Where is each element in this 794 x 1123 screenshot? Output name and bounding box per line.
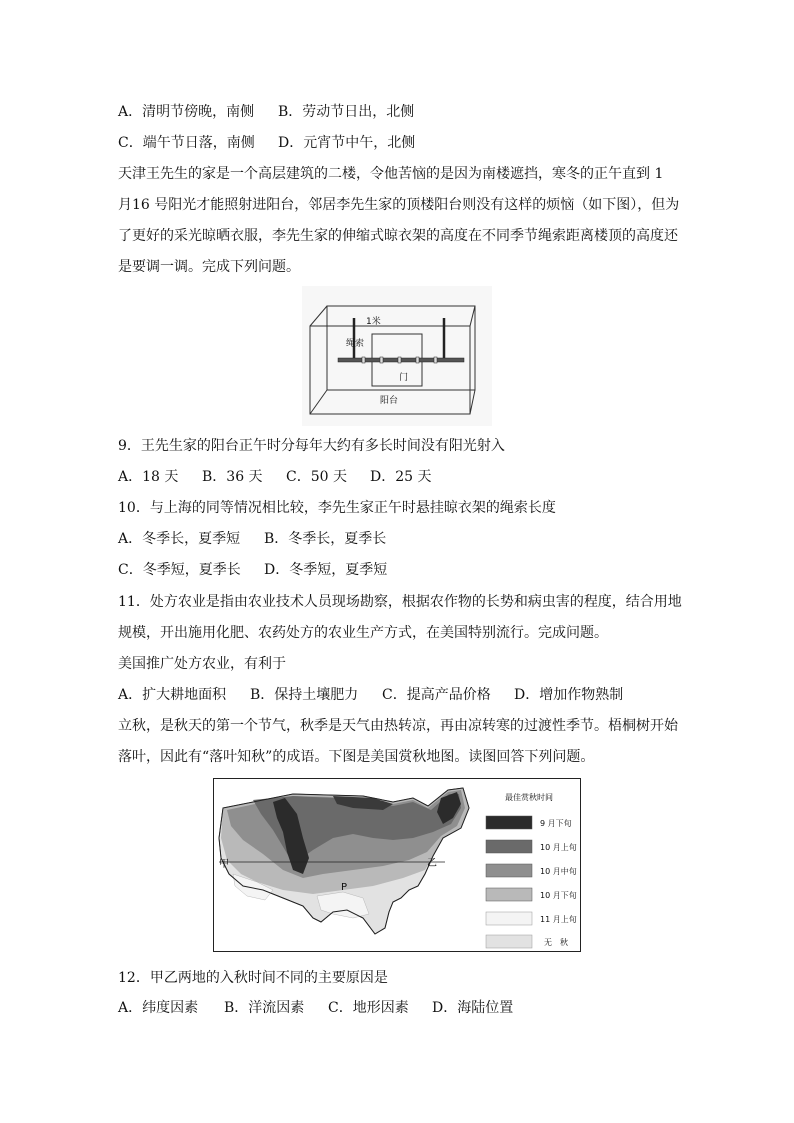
passage2-line1: 立秋，是秋天的第一个节气，秋季是天气由热转凉，再由凉转寒的过渡性季节。梧桐树开始: [118, 718, 678, 734]
q12-stem: 12．甲乙两地的入秋时间不同的主要原因是: [118, 970, 388, 986]
balcony-figure: [302, 286, 492, 426]
legend-label-2: 10 月中旬: [540, 867, 577, 876]
q12-option-a: A．纬度因素: [118, 1000, 199, 1016]
q11-option-d: D．增加作物熟制: [514, 687, 624, 703]
q9-option-d: D．25 天: [370, 469, 432, 485]
q9-option-a: A．18 天: [118, 469, 179, 485]
q8-options-row2: [118, 133, 415, 153]
q8-options-row1: [118, 102, 414, 122]
q8-option-b: B．劳动节日出，北侧: [278, 104, 415, 120]
label-1m: 1米: [366, 317, 381, 327]
q11-options: [118, 685, 623, 705]
label-balcony: 阳台: [380, 396, 399, 406]
q11-option-b: B．保持土壤肥力: [250, 687, 359, 703]
legend-swatch-0: [486, 816, 532, 829]
q10-stem: 10．与上海的同等情况相比较，李先生家正午时悬挂晾衣架的绳索长度: [118, 500, 556, 516]
q9-option-c: C．50 天: [286, 469, 347, 485]
passage1-line3: 了更好的采光晾晒衣服，李先生家的伸缩式晾衣架的高度在不同季节绳索距离楼顶的高度还: [118, 228, 678, 244]
passage2-line2: 落叶，因此有“落叶知秋”的成语。下图是美国赏秋地图。读图回答下列问题。: [118, 749, 595, 765]
q8-option-a: A．清明节傍晚，南侧: [118, 104, 255, 120]
q9-stem: 9．王先生家的阳台正午时分每年大约有多长时间没有阳光射入: [118, 438, 505, 454]
q12-option-d: D．海陆位置: [432, 1000, 514, 1016]
us-autumn-map-figure: [213, 778, 581, 952]
q9-option-b: B．36 天: [202, 469, 263, 485]
q12-option-c: C．地形因素: [328, 1000, 409, 1016]
q10-option-a: A．冬季长，夏季短: [118, 531, 241, 547]
q11-stem-line3: 美国推广处方农业，有利于: [118, 656, 286, 672]
q11-stem-line2: 规模，开出施用化肥、农药处方的农业生产方式，在美国特别流行。完成问题。: [118, 625, 608, 641]
legend-swatch-2: [486, 864, 532, 877]
legend-label-0: 9 月下旬: [540, 819, 572, 828]
q11-option-c: C．提高产品价格: [382, 687, 491, 703]
label-yi: 乙: [427, 858, 437, 869]
legend-swatch-3: [486, 888, 532, 901]
label-door: 门: [399, 373, 409, 383]
legend-label-5: 无 秋: [544, 938, 568, 947]
q8-option-c: C．端午节日落，南侧: [118, 135, 255, 151]
passage1-line1: 天津王先生的家是一个高层建筑的二楼，令他苦恼的是因为南楼遮挡，寒冬的正午直到 1: [118, 166, 664, 182]
q10-option-d: D．冬季短，夏季短: [264, 562, 388, 578]
legend-title: 最佳赏秋时间: [505, 793, 553, 802]
legend-label-3: 10 月下旬: [540, 891, 577, 900]
q10-option-b: B．冬季长，夏季长: [264, 531, 387, 547]
label-jia: 甲: [219, 859, 229, 870]
legend-swatch-4: [486, 912, 532, 925]
legend-swatch-5: [486, 935, 532, 948]
passage1-line4: 是要调一调。完成下列问题。: [118, 259, 300, 275]
q12-options: [118, 998, 513, 1018]
q9-options: [118, 467, 432, 487]
legend-swatch-1: [486, 840, 532, 853]
label-p: P: [341, 882, 348, 893]
q12-option-b: B．洋流因素: [224, 1000, 305, 1016]
legend-label-1: 10 月上旬: [540, 843, 577, 852]
q11-option-a: A．扩大耕地面积: [118, 687, 227, 703]
q10-options-row1: [118, 529, 386, 549]
q10-option-c: C．冬季短，夏季长: [118, 562, 241, 578]
q8-option-d: D．元宵节中午，北侧: [278, 135, 416, 151]
passage1-line2: 月16 号阳光才能照射进阳台，邻居李先生家的顶楼阳台则没有这样的烦恼（如下图），但为: [118, 197, 680, 213]
q10-options-row2: [118, 560, 387, 580]
q11-stem-line1: 11．处方农业是指由农业技术人员现场勘察，根据农作物的长势和病虫害的程度，结合用地: [118, 594, 682, 610]
label-rope: 绳索: [346, 339, 365, 349]
legend-label-4: 11 月上旬: [540, 915, 577, 924]
